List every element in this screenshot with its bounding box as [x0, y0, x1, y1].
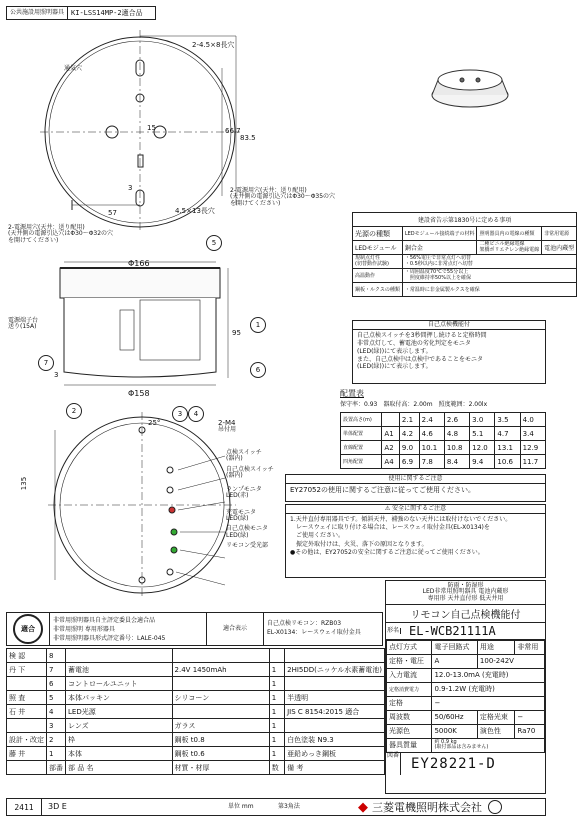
product-head-2: LED非常用照明器具 電池内蔵形	[422, 588, 509, 596]
parts-cell: 1	[269, 733, 284, 747]
header-label: 公共施設用照明器具	[7, 7, 68, 19]
dia-166: Φ166	[128, 259, 150, 268]
charge-monitor-label: 充電モニタ	[226, 508, 257, 516]
spec-label: 周波数	[387, 710, 432, 724]
parts-cell: 2	[47, 733, 66, 747]
mount-hole-b: 2-電源用穴(天井：送り配用)	[8, 224, 85, 231]
parts-cell: 藤 井	[7, 747, 47, 761]
placement-cell: 2.4	[419, 413, 444, 427]
parts-cell	[172, 649, 269, 663]
parts-cell: JIS C 8154:2015 適合	[285, 705, 385, 719]
spec-label: 光源色	[387, 724, 432, 738]
safety-line-3: ご使用ください。	[290, 532, 345, 540]
selfcheck-line-2: 非常点灯して、蓄電池の劣化判定をモニタ	[357, 340, 471, 348]
parts-cell: 1	[269, 705, 284, 719]
spec-h2: LEDモジュール接続端子の材料	[402, 227, 477, 241]
spec-r4a: 鋼板・ルクスの種類	[353, 283, 403, 297]
mass-value: 約 0.9 kg	[434, 738, 457, 745]
parts-cell: 1	[269, 691, 284, 705]
placement-cell: 9.0	[399, 441, 419, 455]
dim-135: 135	[20, 476, 29, 491]
placement-cell: 3.5	[495, 413, 520, 427]
placement-cell: 3.0	[470, 413, 495, 427]
parts-cell: 亜鉛めっき鋼板	[285, 747, 385, 761]
model-label: 形名	[386, 626, 399, 634]
spec-label: 定格消費電力	[387, 682, 432, 696]
spec-value: A	[432, 654, 477, 668]
approval-display: 適合表示	[207, 613, 264, 645]
spec-r2b: ・56%電圧で非常点灯へ切替	[404, 255, 471, 261]
charge-monitor-led: LED(緑)	[226, 515, 249, 523]
parts-cell	[285, 719, 385, 733]
product-3d-thumbnail	[432, 70, 508, 107]
self-monitor-label: 自己点検モニタ	[226, 525, 269, 533]
spec-label: 入力電流	[387, 668, 432, 682]
placement-cell: 直線配置	[341, 441, 382, 455]
usage-body: EY27052の使用に関するご注意に従ってご使用ください。	[290, 486, 475, 495]
dim-holes: 2-4.5×8長穴	[192, 41, 235, 49]
placement-cell: A1	[382, 427, 399, 441]
dim-15: 15	[147, 124, 156, 132]
dim-66: 66.7	[225, 127, 241, 135]
placement-cell: 13.1	[495, 441, 520, 455]
safety-line-1: 1.天井直付専用器具です。傾斜天井、補強のない天井には取付けないでください。	[290, 516, 512, 524]
m4-label: 2-M4	[218, 419, 236, 427]
parts-cell: 2.4V 1450mAh	[172, 663, 269, 677]
placement-cell: 9.4	[470, 455, 495, 469]
spec-r1c: 二種ビニル絶縁電線	[479, 241, 525, 247]
placement-cell: A4	[382, 455, 399, 469]
parts-cell: 2HI5DD(ニッケル水素蓄電池)	[285, 663, 385, 677]
footer-rev: 3D E	[48, 802, 67, 811]
spec-value: 100-242V	[477, 654, 544, 668]
parts-cell: ガラス	[172, 719, 269, 733]
spec-value: −	[515, 710, 545, 724]
placement-cell	[382, 413, 399, 427]
spec-value: −	[432, 696, 545, 710]
parts-cell: 1	[47, 747, 66, 761]
model-number: EL-WCB21111A	[409, 623, 496, 638]
terminal-label-2: 送り(15A)	[8, 323, 37, 331]
parts-cell: シリコーン	[172, 691, 269, 705]
spec-r3b2: 照度維持率50%以上を確保	[404, 274, 471, 281]
parts-cell	[7, 719, 47, 733]
parts-cell: 1	[269, 663, 284, 677]
drawing-number: EY28221-D	[411, 755, 496, 772]
parts-cell: レンズ	[66, 719, 173, 733]
placement-cell: 10.1	[419, 441, 444, 455]
parts-cell: 7	[47, 663, 66, 677]
parts-cell: 8	[47, 649, 66, 663]
parts-cell	[285, 649, 385, 663]
footer-unit: 単位 mm	[228, 803, 254, 810]
sw1-sub: (器内)	[226, 455, 243, 463]
spec-label: 定格・電圧	[387, 654, 432, 668]
spec-r4b: ・常温時に非金属製ルクスを確保	[402, 283, 576, 297]
parts-cell: 設計・改定	[7, 733, 47, 747]
placement-cell: 10.6	[495, 455, 520, 469]
spec-value: 0.9-1.2W (充電時)	[432, 682, 545, 696]
product-name: リモコン自己点検機能付	[386, 605, 545, 623]
selfcheck-line-4: また、自己点検中は点検中であることをモニタ	[357, 355, 484, 363]
placement-cell: 4.8	[444, 427, 469, 441]
spec-label: 器具質量	[387, 738, 432, 752]
product-head-3: 専用形 天井直付形 低天井用	[386, 596, 545, 605]
spec-value: 12.0-13.0mA (充電時)	[432, 668, 545, 682]
projection-icon	[488, 800, 502, 814]
footer	[6, 798, 546, 816]
selfcheck-box	[352, 320, 546, 384]
sw1-label: 点検スイッチ	[226, 449, 262, 456]
parts-cell	[7, 677, 47, 691]
remote-receiver-label: リモコン受光部	[226, 541, 269, 549]
selfcheck-line-3: (LED(緑))にて表示します。	[357, 347, 432, 355]
placement-cell: 4.7	[495, 427, 520, 441]
dia-158: Φ158	[128, 389, 150, 398]
product-info	[385, 580, 546, 794]
balloon-5: 5	[206, 235, 222, 251]
parts-cell: 6	[47, 677, 66, 691]
parts-cell: 部 品 名	[66, 761, 173, 775]
balloon-4: 4	[188, 406, 204, 422]
spec-value: 5000K	[432, 724, 477, 738]
parts-cell: 半透明	[285, 691, 385, 705]
parts-cell: 鋼板 t0.8	[172, 733, 269, 747]
spec-title: 建設省告示第1830号に定める事項	[353, 213, 577, 227]
sw2-sub: (器内)	[226, 471, 243, 479]
lamp-monitor-led: LED(赤)	[226, 492, 249, 500]
parts-cell: 数	[269, 761, 284, 775]
header-code: KI-LSS14MP-2適合品	[71, 9, 143, 17]
approval-line-2: 非常用照明 専用形器具	[53, 626, 115, 633]
parts-cell	[172, 705, 269, 719]
footer-angle: 第3角法	[278, 803, 300, 810]
spec-label: 定格光束	[477, 710, 515, 724]
spec-r1d: 電池内蔵型	[542, 241, 577, 255]
placement-cell: 単体配置	[341, 427, 382, 441]
approval-mark: 適合	[13, 614, 43, 644]
placement-title: 配置表	[340, 389, 364, 398]
spec-r2a: 規制点灯性	[355, 255, 381, 261]
side-view	[60, 259, 228, 385]
mitsubishi-logo-icon: ◆	[358, 799, 368, 815]
balloon-3: 3	[172, 406, 188, 422]
balloon-2: 2	[66, 403, 82, 419]
spec-r2a2: (切替動作試験)	[355, 260, 389, 267]
placement-cell: 設置高さ(m)	[341, 413, 382, 427]
spec-h1: 光源の種類	[353, 227, 403, 241]
spec-h3: 照明器具内の電線の種類	[477, 227, 542, 241]
placement-cell: 12.9	[520, 441, 545, 455]
parts-cell: コントロールユニット	[66, 677, 173, 691]
parts-cell: 照 査	[7, 691, 47, 705]
placement-cond: 保守率：0.93 器取付高：2.00m 照度範囲：2.00lx	[340, 401, 488, 408]
placement-cell: 6.9	[399, 455, 419, 469]
parts-cell: 鋼板 t0.6	[172, 747, 269, 761]
placement-cell: 4.2	[399, 427, 419, 441]
safety-title: 安全に関するご注意	[392, 505, 447, 512]
parts-cell	[66, 649, 173, 663]
parts-cell: 部番	[47, 761, 66, 775]
placement-cell: 2.6	[444, 413, 469, 427]
dim-3b: 3	[54, 371, 59, 379]
drawing-no-label: 図番	[386, 753, 401, 775]
placement-cell: 11.7	[520, 455, 545, 469]
angle-25: 25°	[148, 419, 161, 427]
remote-model: 自己点検リモコン：RZB03	[267, 620, 342, 627]
placement-cell: 4.0	[520, 413, 545, 427]
placement-cell: 7.8	[419, 455, 444, 469]
vent-label: 通気穴	[64, 65, 83, 72]
parts-cell: 1	[269, 677, 284, 691]
spec-value: Ra70	[515, 724, 545, 738]
placement-cell: 2.1	[399, 413, 419, 427]
spec-r3a: 高温動作	[353, 269, 403, 283]
placement-cell: 3.4	[520, 427, 545, 441]
warning-icon: ⚠	[384, 505, 391, 512]
selfcheck-line-1: 自己点検スイッチを3秒間押し続けると定格時間	[357, 332, 487, 340]
parts-cell: 蓄電池	[66, 663, 173, 677]
footer-date: 2411	[7, 799, 42, 815]
parts-cell: 1	[269, 747, 284, 761]
approval-block	[6, 612, 383, 646]
mount-hole-b2: (天井側の電源引込穴はΦ30〜Φ32の穴	[8, 230, 114, 238]
spec-value: 非常用	[515, 640, 545, 654]
parts-cell: 丹 下	[7, 663, 47, 677]
parts-cell	[7, 761, 47, 775]
dim-slot: 4.5×13長穴	[175, 207, 215, 215]
safety-line-2: レースウェイに取り付ける場合は、レースウェイ取付金具(EL-X0134)を	[290, 524, 490, 532]
parts-cell: 本体パッキン	[66, 691, 173, 705]
parts-cell: 3	[47, 719, 66, 733]
mount-hole-a: 2-電源用穴(天井：送り配用)	[230, 187, 307, 194]
balloon-7: 7	[38, 355, 54, 371]
parts-cell: 白色塗装 N9.3	[285, 733, 385, 747]
spec-r1b: 銅合金	[402, 241, 477, 255]
spec-label: 用途	[477, 640, 515, 654]
spec-r1c2: 架橋ポリエチレン絶縁電線	[479, 246, 540, 253]
parts-cell: 枠	[66, 733, 173, 747]
parts-cell: 5	[47, 691, 66, 705]
spec-value: 50/60Hz	[432, 710, 477, 724]
dim-83: 83.5	[240, 134, 256, 142]
selfcheck-line-5: (LED(緑))にて表示します。	[357, 363, 432, 371]
mount-hole-a2: (天井側の電源引込穴はΦ30〜Φ35の穴	[230, 193, 336, 201]
placement-cell: 5.1	[470, 427, 495, 441]
placement-cell: 4.6	[419, 427, 444, 441]
placement-cell: A2	[382, 441, 399, 455]
spec-table	[352, 212, 577, 297]
parts-cell: 石 井	[7, 705, 47, 719]
parts-cell: 材質・材厚	[172, 761, 269, 775]
parts-cell: 検 認	[7, 649, 47, 663]
spec-h4: 非常用電源	[542, 227, 577, 241]
dim-57: 57	[108, 209, 117, 217]
spec-label: 演色性	[477, 724, 515, 738]
dim-3a: 3	[128, 184, 133, 192]
mount-hole-b3: を開けてください)	[8, 236, 59, 244]
placement-cell: 8.4	[444, 455, 469, 469]
parts-cell	[285, 677, 385, 691]
parts-cell	[172, 677, 269, 691]
spec-r2b2: ・0.5秒以内に非常点灯へ切替	[404, 260, 473, 267]
usage-notice	[285, 474, 546, 502]
parts-cell: 1	[269, 719, 284, 733]
placement-cell: 10.8	[444, 441, 469, 455]
spec-label: 点灯方式	[387, 640, 432, 654]
product-head-1: 防雨・防湿形	[447, 582, 484, 589]
parts-cell: 本体	[66, 747, 173, 761]
usage-title: 使用に関するご注意	[286, 475, 545, 484]
selfcheck-title: 自己点検機能付	[353, 321, 545, 330]
placement-table	[340, 412, 546, 469]
approval-line-1: 非常用照明器具自主評定委員会適合品	[53, 617, 156, 624]
safety-line-5: ●その他は、EY27052の安全に関するご注意に従ってご使用ください。	[290, 548, 484, 556]
self-monitor-led: LED(緑)	[226, 531, 249, 539]
placement-cell: 12.0	[470, 441, 495, 455]
mass-note: (取付部品は含みません)	[434, 744, 489, 751]
spec-r3b: ・周囲温度70℃で55分以上	[404, 269, 469, 275]
raceway-model: EL-X0134：レースウェイ取付金具	[267, 629, 361, 636]
placement-cell: 四角配置	[341, 455, 382, 469]
parts-cell: 備 考	[285, 761, 385, 775]
sw2-label: 自己点検スイッチ	[226, 465, 274, 473]
parts-cell: LED光源	[66, 705, 173, 719]
mount-hole-a3: を開けてください)	[230, 199, 281, 207]
terminal-label: 電源端子台	[8, 317, 39, 324]
spec-r1a: LEDモジュール	[353, 241, 403, 255]
spec-value: 電子回路式	[432, 640, 477, 654]
lamp-monitor-label: ランプモニタ	[226, 486, 262, 494]
balloon-6: 6	[250, 362, 266, 378]
parts-cell: 4	[47, 705, 66, 719]
top-view	[40, 30, 240, 232]
dim-95: 95	[232, 329, 241, 337]
approval-line-3: 非常用照明器具形式評定番号：LALE-045	[53, 635, 166, 642]
m4-sub: 吊付用	[218, 426, 237, 434]
safety-notice	[285, 504, 546, 578]
safety-line-4: 振定外取付けは、火災、落下の原因となります。	[290, 540, 428, 548]
parts-cell	[269, 649, 284, 663]
balloon-1: 1	[250, 317, 266, 333]
company-name: 三菱電機照明株式会社	[372, 800, 482, 814]
spec-label: 定格	[387, 696, 432, 710]
parts-table	[6, 648, 385, 775]
